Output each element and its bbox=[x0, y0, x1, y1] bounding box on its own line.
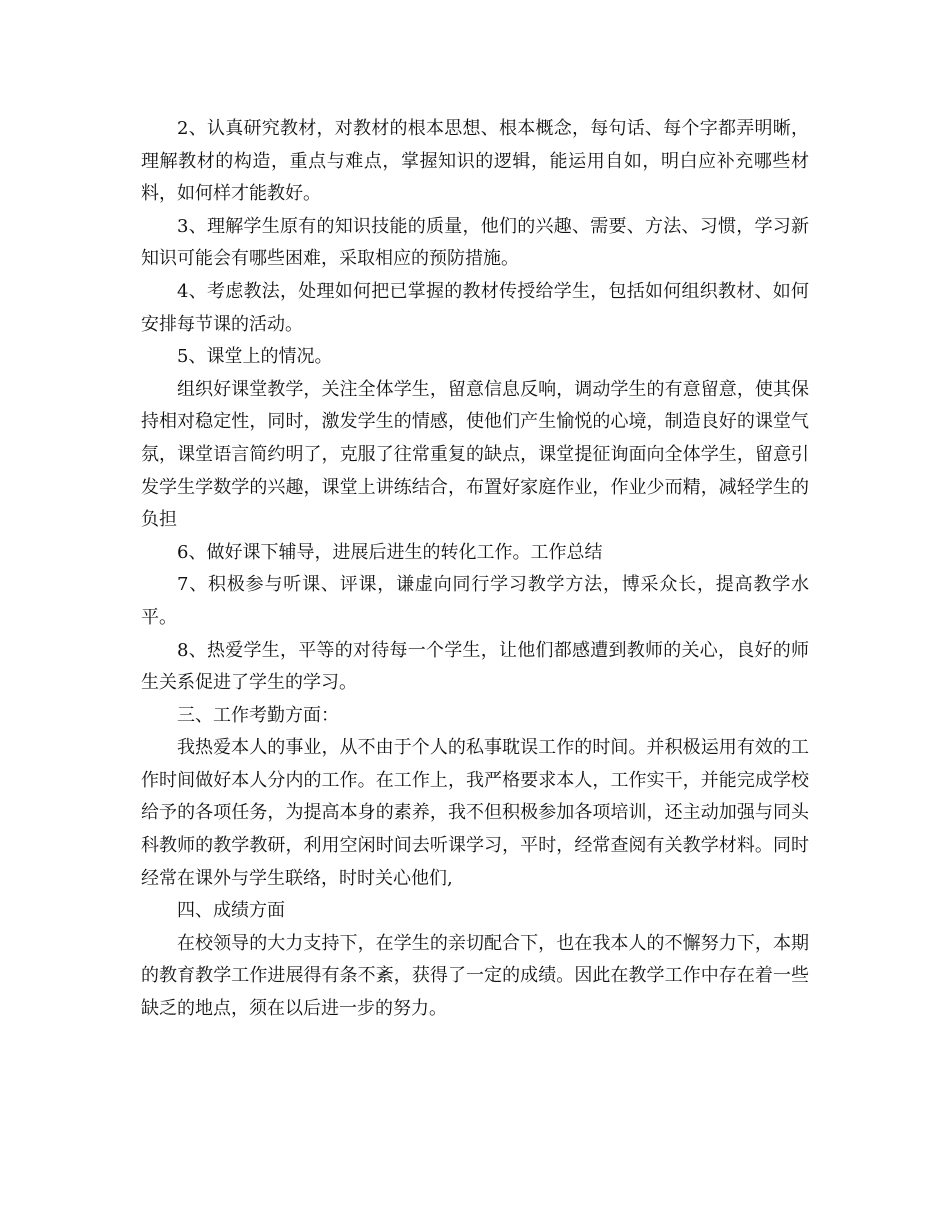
paragraph-attendance: 我热爱本人的事业，从不由于个人的私事耽误工作的时间。并积极运用有效的工作时间做好本人分内的工作。在工作上，我严格要求本人，工作实干，并能完成学校给予的各项任务，为提高本身的素养，我不但积极参加各项培训，还主动加强与同头科教师的教学教研，利用空闲时间去听课学习，平时，经常查阅有关教学材料。同时经常在课外与学生联络，时时关心他们, bbox=[141, 737, 809, 889]
paragraph-item-7: 7、积极参与听课、评课，谦虚向同行学习教学方法，博采众长，提高教学水平。 bbox=[141, 574, 809, 628]
paragraph-item-6: 6、做好课下辅导，进展后进生的转化工作。工作总结 bbox=[177, 541, 603, 563]
paragraph-item-5-heading: 5、课堂上的情况。 bbox=[177, 346, 333, 368]
paragraph-achievements: 在校领导的大力支持下，在学生的亲切配合下，也在我本人的不懈努力下，本期的教育教学工作进展得有条不紊，获得了一定的成绩。因此在教学工作中存在着一些缺乏的地点，须在以后进一步的努力。 bbox=[141, 932, 809, 1020]
paragraph-item-2: 2、认真研究教材，对教材的根本思想、根本概念，每句话、每个字都弄明晰，理解教材的构造，重点与难点，掌握知识的逻辑，能运用自如，明白应补充哪些材料，如何样才能教好。 bbox=[141, 118, 809, 205]
paragraph-classroom-teaching: 组织好课堂教学，关注全体学生，留意信息反响，调动学生的有意留意，使其保持相对稳定性，同时，激发学生的情感，使他们产生愉悦的心境，制造良好的课堂气氛，课堂语言简约明了，克服了往常重复的缺点，课堂提征询面向全体学生，留意引发学生学数学的兴趣，课堂上讲练结合，布置好家庭作业，作业少而精，减轻学生的负担 bbox=[141, 378, 809, 531]
section-heading-attendance: 三、工作考勤方面： bbox=[177, 704, 339, 726]
paragraph-item-4: 4、考虑教法，处理如何把已掌握的教材传授给学生，包括如何组织教材、如何安排每节课的活动。 bbox=[141, 280, 809, 335]
paragraph-item-8: 8、热爱学生，平等的对待每一个学生，让他们都感遭到教师的关心，良好的师生关系促进了学生的学习。 bbox=[141, 639, 809, 694]
document-body bbox=[141, 113, 809, 1026]
section-heading-achievements: 四、成绩方面 bbox=[177, 900, 285, 922]
paragraph-item-3: 3、理解学生原有的知识技能的质量，他们的兴趣、需要、方法、习惯，学习新知识可能会有哪些困难，采取相应的预防措施。 bbox=[141, 215, 809, 270]
